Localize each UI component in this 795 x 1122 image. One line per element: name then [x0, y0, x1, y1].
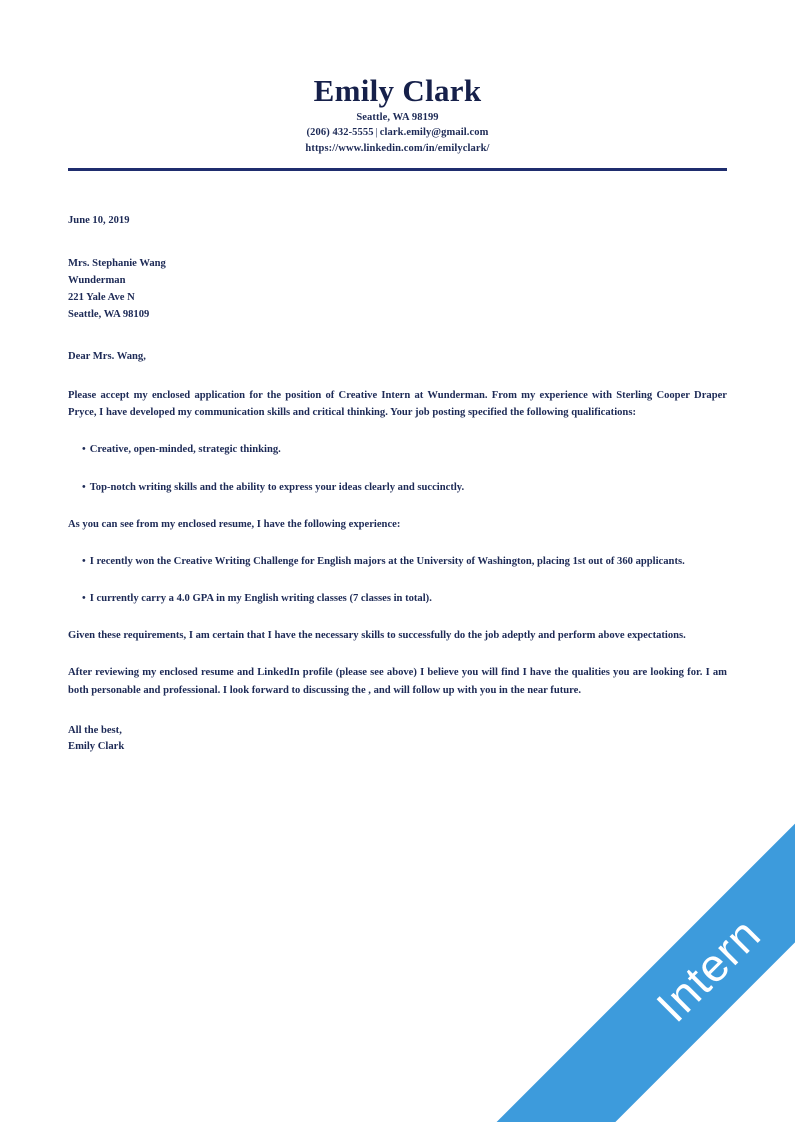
ribbon-label: Intern [646, 907, 771, 1032]
corner-ribbon [470, 816, 795, 1122]
list-item-label: I recently won the Creative Writing Challenge for English majors at the University of Washington, placing 1st out of 360 applicants. [89, 555, 685, 567]
recipient-name: Mrs. Stephanie Wang [68, 257, 166, 269]
list-item-label: Top-notch writing skills and the ability to express your ideas clearly and succinctly. [89, 481, 465, 493]
contact-phone-email [0, 125, 795, 140]
contact-phone: (206) 432-5555 [306, 127, 374, 139]
bullet-icon: • [82, 444, 86, 456]
recipient-address-block [68, 255, 727, 324]
recipient-street: 221 Yale Ave N [68, 291, 135, 303]
salutation: Dear Mrs. Wang, [68, 351, 146, 363]
list-item-label: Creative, open-minded, strategic thinking. [89, 444, 281, 456]
bullet-icon: • [82, 555, 86, 567]
intro-paragraph: Please accept my enclosed application for the position of Creative Intern at Wunderman. From my experience with Sterling Cooper Draper Pryce, I have developed my communication skills and critical thinking. Your job posting specified the following qualifications: [68, 390, 727, 419]
letter-body [68, 171, 727, 756]
closing-paragraph-2: After reviewing my enclosed resume and LinkedIn profile (please see above) I believe you will find I have the qualities you are looking for. I am both personable and professional. I look forward to discussing the , and will follow up with you in the near future. [68, 667, 727, 696]
list-item-label: I currently carry a 4.0 GPA in my English writing classes (7 classes in total). [89, 593, 432, 605]
experience-lead-in: As you can see from my enclosed resume, I have the following experience: [68, 518, 401, 530]
contact-email[interactable]: clark.emily@gmail.com [379, 127, 489, 139]
recipient-city-state-zip: Seattle, WA 98109 [68, 309, 150, 321]
list-item [68, 441, 727, 458]
contact-linkedin[interactable]: https://www.linkedin.com/in/emilyclark/ [305, 142, 490, 154]
list-item [68, 479, 727, 496]
contact-separator: | [375, 127, 378, 139]
page-title: Emily Clark [313, 73, 482, 108]
list-item [68, 590, 727, 607]
list-item [68, 553, 727, 570]
signature-name: Emily Clark [68, 741, 125, 753]
bullet-icon: • [82, 481, 86, 493]
bullet-icon: • [82, 593, 86, 605]
letter-header [0, 0, 795, 171]
closing-paragraph-1: Given these requirements, I am certain that I have the necessary skills to successfully do the job adeptly and perform above expectations. [68, 630, 686, 642]
sign-off-line: All the best, [68, 724, 122, 736]
letter-date: June 10, 2019 [68, 214, 130, 226]
recipient-company: Wunderman [68, 274, 126, 286]
signature-block [68, 723, 727, 756]
contact-location: Seattle, WA 98199 [356, 112, 439, 124]
